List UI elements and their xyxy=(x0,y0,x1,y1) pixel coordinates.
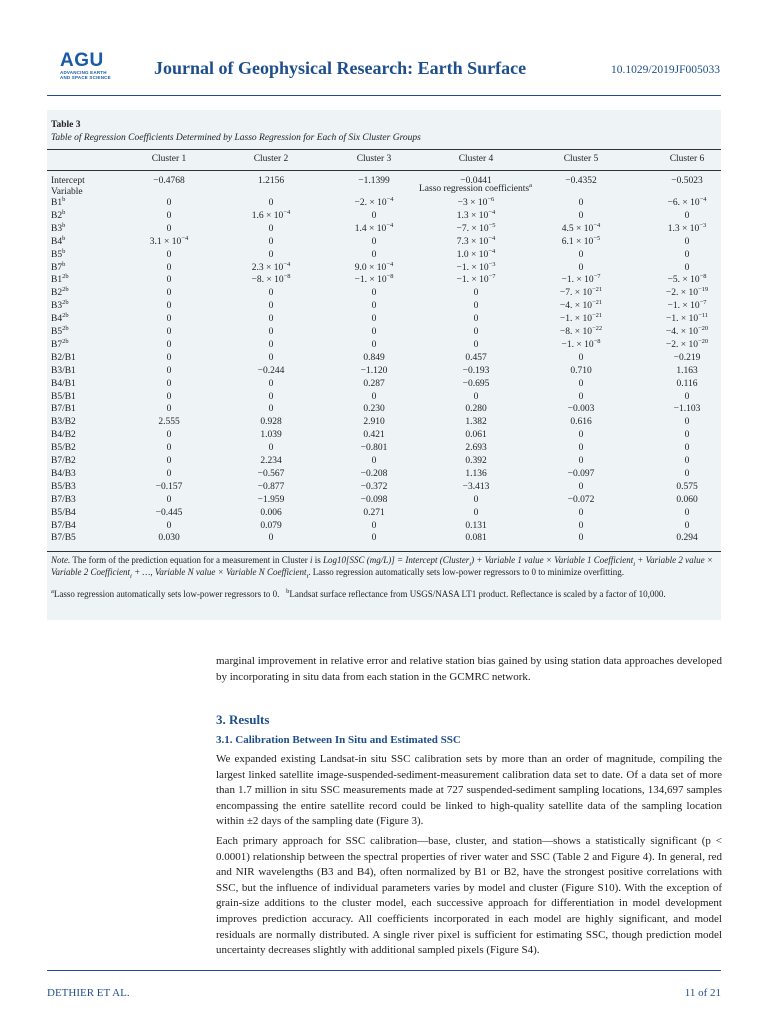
footer-authors: DETHIER ET AL. xyxy=(47,987,130,999)
row-label: $B4^{2b}$ xyxy=(51,311,69,325)
column-header-1: Cluster 1 xyxy=(151,154,187,164)
table-cell: 0 xyxy=(166,210,172,221)
intercept-cell: −0.4768 xyxy=(153,176,185,186)
table-cell: −0.445 xyxy=(155,507,183,518)
footer-page-number: 11 of 21 xyxy=(684,987,721,999)
table-cell: 2.910 xyxy=(363,417,385,428)
row-label: B5$^b$ xyxy=(51,247,66,260)
intercept-cell: −1.1399 xyxy=(358,176,390,186)
table-cell: −0.193 xyxy=(462,365,490,376)
footnote-b: Landsat surface reflectance from USGS/NASA LT1 product. Reflectance is scaled by a factor of 10,000. xyxy=(289,589,666,599)
table-cell: $1.3 \times 10^{-4}$ xyxy=(456,208,496,221)
table-cell: 0 xyxy=(578,520,584,531)
table-cell: 0 xyxy=(578,249,584,260)
column-header-3: Cluster 3 xyxy=(356,154,392,164)
row-label: $B3^{2b}$ xyxy=(51,299,69,312)
table-cell: 0 xyxy=(578,507,584,518)
table-cell: 0 xyxy=(166,391,172,402)
row-label: B7/B2 xyxy=(51,456,76,466)
table-cell: −1. × $10^{-7}$ xyxy=(561,273,601,286)
table-cell: 0.060 xyxy=(676,494,698,505)
table-cell: 0 xyxy=(166,249,172,260)
table-cell: 0 xyxy=(684,210,690,221)
table-cell: 0 xyxy=(268,301,274,312)
table-cell: 0 xyxy=(371,391,377,402)
table-cell: 0.294 xyxy=(676,533,698,544)
column-header-6: Cluster 6 xyxy=(669,154,705,164)
intercept-cell: −0.4352 xyxy=(565,176,597,186)
table-cell: 0 xyxy=(684,249,690,260)
subheader-text: Lasso regression coefficients xyxy=(419,184,530,194)
table-cell: 0 xyxy=(371,210,377,221)
row-label: B4/B1 xyxy=(51,378,76,389)
table-cell: 0.030 xyxy=(158,533,180,544)
intercept-cell: 1.2156 xyxy=(257,176,285,186)
note-text-1: The form of the prediction equation for a measurement in Cluster xyxy=(70,555,311,565)
table-cell: 0 xyxy=(473,288,479,299)
table-cell: 0 xyxy=(166,378,172,389)
footer-divider xyxy=(47,970,721,971)
agu-logo-subtitle-2: AND SPACE SCIENCE xyxy=(60,75,111,80)
table-cell: 1.039 xyxy=(260,430,282,441)
table-cell: $9.0 \times 10^{-4}$ xyxy=(354,260,394,273)
table-cell: −6. × $10^{-4}$ xyxy=(667,195,707,208)
table-cell: $1.4 \times 10^{-4}$ xyxy=(354,221,394,234)
row-label: B7/B5 xyxy=(51,533,76,544)
table-cell: 0 xyxy=(473,494,479,505)
table-cell: −2. × $10^{-4}$ xyxy=(354,195,394,208)
footnote: $^a$Lasso regression automatically sets low-power regressors to 0. $^b$Landsat surface reflectance from USGS/NASA LT1 product. Reflectance is scaled by a factor of 10,000. xyxy=(51,588,666,599)
table-cell: 0 xyxy=(166,198,172,208)
table-cell: 0 xyxy=(473,301,479,312)
table-cell: −1. × $10^{-3}$ xyxy=(456,260,496,273)
table-cell: 0.230 xyxy=(363,404,385,415)
table-bottom-rule xyxy=(47,551,721,552)
table-cell: 0.928 xyxy=(260,417,282,428)
table-cell: 0.079 xyxy=(260,520,282,531)
table-cell: 0.849 xyxy=(363,352,385,363)
table-caption: Table of Regression Coefficients Determined by Lasso Regression for Each of Six Cluster Groups xyxy=(51,133,421,143)
subheader-footnote-marker: a xyxy=(529,181,532,189)
row-label: B5/B2 xyxy=(51,443,76,454)
table-cell: −0.695 xyxy=(462,378,490,389)
table-cell: −1. × $10^{-8}$ xyxy=(354,273,394,286)
table-cell: $1.6 \times 10^{-4}$ xyxy=(251,208,291,221)
row-label: B5/B1 xyxy=(51,391,76,402)
row-label: B7/B1 xyxy=(51,404,76,415)
column-header-4: Cluster 4 xyxy=(458,154,494,164)
table-cell: 0 xyxy=(166,468,172,479)
table-cell: 0.116 xyxy=(676,378,698,389)
table-cell: 0 xyxy=(166,223,172,234)
table-cell: 0.131 xyxy=(465,520,487,531)
header-divider xyxy=(47,95,721,96)
table-cell: 0 xyxy=(166,494,172,505)
note-eq-rest2: + Variable 2 value × Variable 2 Coefficient xyxy=(51,555,713,577)
table-cell: 0 xyxy=(268,198,274,208)
note-i: i xyxy=(310,555,313,565)
table-cell: 0 xyxy=(268,352,274,363)
footnote-a: Lasso regression automatically sets low-power regressors to 0. xyxy=(53,589,280,599)
table-cell: −0.801 xyxy=(360,443,388,454)
intercept-cell: −0.5023 xyxy=(671,176,703,186)
table-cell: 0.457 xyxy=(465,352,487,363)
table-cell: 0 xyxy=(268,443,274,454)
table-3 xyxy=(47,110,721,620)
table-cell: −3.413 xyxy=(462,481,490,492)
variable-label: Variable xyxy=(51,187,83,197)
table-cell: 0 xyxy=(578,456,584,466)
agu-logo-subtitle-1: ADVANCING EARTH xyxy=(60,70,107,75)
table-cell: 0.421 xyxy=(363,430,385,441)
table-cell: −7. × $10^{-21}$ xyxy=(559,286,603,299)
table-cell: 0 xyxy=(578,378,584,389)
row-label: B3/B1 xyxy=(51,365,76,376)
row-label: $B7^{2b}$ xyxy=(51,337,69,350)
table-cell: 0 xyxy=(578,391,584,402)
table-cell: 0 xyxy=(371,301,377,312)
table-cell: 0 xyxy=(268,533,274,544)
table-cell: 0.061 xyxy=(465,430,487,441)
table-cell: 0.392 xyxy=(465,456,487,466)
table-cell: 0 xyxy=(166,262,172,273)
table-cell: 0.575 xyxy=(676,481,698,492)
table-cell: 0 xyxy=(166,404,172,415)
table-cell: 0 xyxy=(166,339,172,350)
column-header-5: Cluster 5 xyxy=(563,154,599,164)
row-label: B3/B2 xyxy=(51,417,76,428)
table-cell: 0 xyxy=(268,339,274,350)
table-cell: $1.0 \times 10^{-4}$ xyxy=(456,247,496,260)
table-cell: −8. × $10^{-22}$ xyxy=(559,324,603,337)
table-cell: 0 xyxy=(684,507,690,518)
table-cell: $6.1 \times 10^{-5}$ xyxy=(561,234,601,247)
table-note xyxy=(51,555,717,578)
paragraph-intro: marginal improvement in relative error and relative station bias gained by using station data approaches developed by incorporating in situ data from each station in the GCMRC network. xyxy=(216,655,722,683)
table-cell: 0 xyxy=(268,223,274,234)
table-cell: −1. × $10^{-8}$ xyxy=(561,337,601,350)
table-cell: 0 xyxy=(268,327,274,337)
table-cell: −0.567 xyxy=(257,468,285,479)
table-cell: 0 xyxy=(684,391,690,402)
paragraph-calibration-2: Each primary approach for SSC calibration—base, cluster, and station—shows a statistically significant (p < 0.0001) relationship between the spectral properties of river water and SSC (Table 2 and Figure 4). In general, red and NIR wavelengths (B3 and B4), often normalized by B1 or B2, have the strongest positive correlations with SSC, but the influence of individual parameters varies by model and cluster (Figure S10). With the exception of grain-size additions to the cluster model, each successive approach for differentiation in model development improves prediction accuracy. All coefficients incorporated in each model are highly significant, and model residuals are normally distributed. A single river pixel is sufficient for estimating SSC, though prediction model uncertainty decreases slightly with additional sampled pixels (Figure S4). xyxy=(216,835,722,957)
table-cell: 0 xyxy=(578,533,584,544)
paragraph-calibration-1: We expanded existing Landsat-in situ SSC calibration sets by more than an order of magnitude, compiling the largest linked satellite image-suspended-sediment-measurement calibration data set to date. Of a data set of more than 1.7 million in situ SSC measurements made at 727 suspended-sediment sampling locations, 134,697 samples encompassing the entire satellite record could be linked to high-quality satellite data of the sampling location within ±2 days of the sampling date (Figure 3). xyxy=(216,753,722,828)
table-cell: −0.244 xyxy=(257,365,285,376)
table-cell: 0 xyxy=(268,378,274,389)
table-cell: 0 xyxy=(166,456,172,466)
table-cell: 0 xyxy=(166,443,172,454)
table-cell: −4. × $10^{-20}$ xyxy=(665,324,709,337)
row-label: B4$^b$ xyxy=(51,234,66,247)
table-cell: −2. × $10^{-19}$ xyxy=(665,286,709,299)
table-cell: 0 xyxy=(684,430,690,441)
table-cell: 0.616 xyxy=(570,417,592,428)
table-cell: −1. × $10^{-7}$ xyxy=(667,299,707,312)
note-eq-rest3: + …, Variable N value × Variable N Coefficient xyxy=(131,566,307,577)
table-cell: 0 xyxy=(684,236,690,247)
agu-logo-mark: AGU xyxy=(60,50,104,71)
table-cell: 0 xyxy=(268,404,274,415)
row-label: $B2^{2b}$ xyxy=(51,286,69,299)
table-cell: 2.555 xyxy=(158,417,180,428)
table-cell: 0 xyxy=(166,301,172,312)
table-cell: 0.287 xyxy=(363,378,385,389)
table-cell: −5. × $10^{-8}$ xyxy=(667,273,707,286)
agu-logo xyxy=(60,52,112,90)
row-label: $B5^{2b}$ xyxy=(51,324,69,337)
row-label: B4/B3 xyxy=(51,468,76,479)
note-text-2: is xyxy=(312,555,324,565)
table-cell: 0 xyxy=(268,236,274,247)
subsection-title: 3.1. Calibration Between In Situ and Estimated SSC xyxy=(216,734,461,746)
table-cell: 0 xyxy=(166,520,172,531)
row-label: B7/B4 xyxy=(51,520,76,531)
table-cell: −1. × $10^{-11}$ xyxy=(665,311,709,325)
table-cell: 0 xyxy=(684,417,690,428)
table-cell: 0 xyxy=(268,249,274,260)
table-cell: 0 xyxy=(166,314,172,325)
table-cell: 0 xyxy=(578,430,584,441)
table-cell: 0 xyxy=(578,210,584,221)
table-cell: 0 xyxy=(371,314,377,325)
table-cell: −0.877 xyxy=(257,481,285,492)
note-label: Note. xyxy=(51,555,71,565)
table-cell: 0 xyxy=(473,339,479,350)
row-label: B2$^b$ xyxy=(51,208,66,221)
table-cell: −0.219 xyxy=(673,352,701,363)
table-cell: $4.5 \times 10^{-4}$ xyxy=(561,221,601,234)
table-cell: 0 xyxy=(166,288,172,299)
table-cell: −0.208 xyxy=(360,468,388,479)
table-cell: 0 xyxy=(166,430,172,441)
table-cell: 0 xyxy=(166,352,172,363)
table-cell: $1.3 \times 10^{-3}$ xyxy=(667,221,707,234)
table-cell: 0 xyxy=(578,443,584,454)
table-cell: 0 xyxy=(166,275,172,286)
table-cell: 0 xyxy=(684,468,690,479)
table-cell: 0 xyxy=(371,456,377,466)
table-cell: $3.1 \times 10^{-4}$ xyxy=(149,234,189,247)
table-cell: $2.3 \times 10^{-4}$ xyxy=(251,260,291,273)
row-label: B4/B2 xyxy=(51,430,76,441)
table-cell: 0 xyxy=(578,262,584,273)
table-cell: 0 xyxy=(473,327,479,337)
note-eq: Log10[SSC (mg/L)] = Intercept (Cluster xyxy=(323,555,470,565)
table-cell: −0.003 xyxy=(567,404,595,415)
table-cell: $-3 \times 10^{-6}$ xyxy=(457,195,495,208)
row-label: $B1^{2b}$ xyxy=(51,273,69,286)
row-label: B5/B3 xyxy=(51,481,76,492)
table-cell: 0.006 xyxy=(260,507,282,518)
table-cell: −0.372 xyxy=(360,481,388,492)
doi[interactable]: 10.1029/2019JF005033 xyxy=(611,64,720,76)
table-cell: 0 xyxy=(578,198,584,208)
note-eq-rest: ) + Variable 1 value × Variable 1 Coefficient xyxy=(471,555,634,565)
journal-title: Journal of Geophysical Research: Earth Surface xyxy=(154,58,527,78)
table-label: Table 3 xyxy=(51,120,81,130)
table-cell: 1.136 xyxy=(465,468,487,479)
table-cell: 0.271 xyxy=(363,507,385,518)
table-cell: −2. × $10^{-20}$ xyxy=(665,337,709,350)
table-cell: 0 xyxy=(268,391,274,402)
table-cell: −1.103 xyxy=(673,404,701,415)
table-cell: 2.234 xyxy=(260,456,282,466)
table-cell: 0.081 xyxy=(465,533,487,544)
table-cell: 0 xyxy=(371,236,377,247)
table-cell: 0 xyxy=(371,520,377,531)
table-cell: 0 xyxy=(578,481,584,492)
section-title: 3. Results xyxy=(216,712,270,727)
row-label: B2/B1 xyxy=(51,352,76,363)
column-header-2: Cluster 2 xyxy=(253,154,289,164)
note-equation: Log10[SSC (mg/L)] = Intercept (Cluster$_i$) + Variable 1 value × Variable 1 Coefficient$_i$ + Variable 2 value × Variable 2 Coefficient$_i$ + …, Variable N value × Variable N Coefficient$_i$ xyxy=(51,555,713,580)
row-label: B7$^b$ xyxy=(51,260,66,273)
table-cell: 1.163 xyxy=(676,365,698,376)
table-cell: 0 xyxy=(268,314,274,325)
row-label: B7/B3 xyxy=(51,494,76,505)
table-cell: 0 xyxy=(684,520,690,531)
table-cell: 1.382 xyxy=(465,417,487,428)
table-cell: −0.097 xyxy=(567,468,595,479)
table-cell: 0 xyxy=(473,314,479,325)
table-cell: −7. × $10^{-5}$ xyxy=(456,221,496,234)
intercept-label: Intercept xyxy=(51,176,85,186)
intercept-cell: −0.0441 xyxy=(460,176,492,186)
table-cell: 0 xyxy=(371,288,377,299)
table-cell: 0 xyxy=(473,507,479,518)
row-label: B1$^b$ xyxy=(51,195,66,208)
table-cell: −0.098 xyxy=(360,494,388,505)
table-cell: −0.157 xyxy=(155,481,183,492)
row-label: B3$^b$ xyxy=(51,221,66,234)
table-cell: 0 xyxy=(371,249,377,260)
table-cell: 0 xyxy=(166,327,172,337)
table-cell: 0.280 xyxy=(465,404,487,415)
table-cell: −1.120 xyxy=(360,365,388,376)
table-cell: 0 xyxy=(371,327,377,337)
row-label: B5/B4 xyxy=(51,507,76,518)
table-cell: −4. × $10^{-21}$ xyxy=(559,299,603,312)
table-column-headers xyxy=(47,149,721,171)
table-cell: −1.959 xyxy=(257,494,285,505)
journal-header xyxy=(60,52,720,92)
table-cell: 2.693 xyxy=(465,443,487,454)
table-cell: 0 xyxy=(684,456,690,466)
table-cell: 0 xyxy=(268,288,274,299)
table-cell: 0 xyxy=(473,391,479,402)
table-cell: 0 xyxy=(166,365,172,376)
note-text-3: . Lasso regression automatically sets low-power regressors to 0 to minimize overfitting. xyxy=(308,566,624,577)
table-cell: −0.072 xyxy=(567,494,595,505)
table-cell: −1. × $10^{-7}$ xyxy=(456,273,496,286)
table-cell: −8. × $10^{-8}$ xyxy=(251,273,291,286)
table-cell: $7.3 \times 10^{-4}$ xyxy=(456,234,496,247)
table-cell: 0 xyxy=(578,352,584,363)
table-cell: −1. × $10^{-21}$ xyxy=(559,311,603,325)
table-cell: 0 xyxy=(371,533,377,544)
table-cell: 0 xyxy=(684,262,690,273)
table-cell: 0.710 xyxy=(570,365,592,376)
table-cell: 0 xyxy=(371,339,377,350)
table-cell: 0 xyxy=(684,443,690,454)
